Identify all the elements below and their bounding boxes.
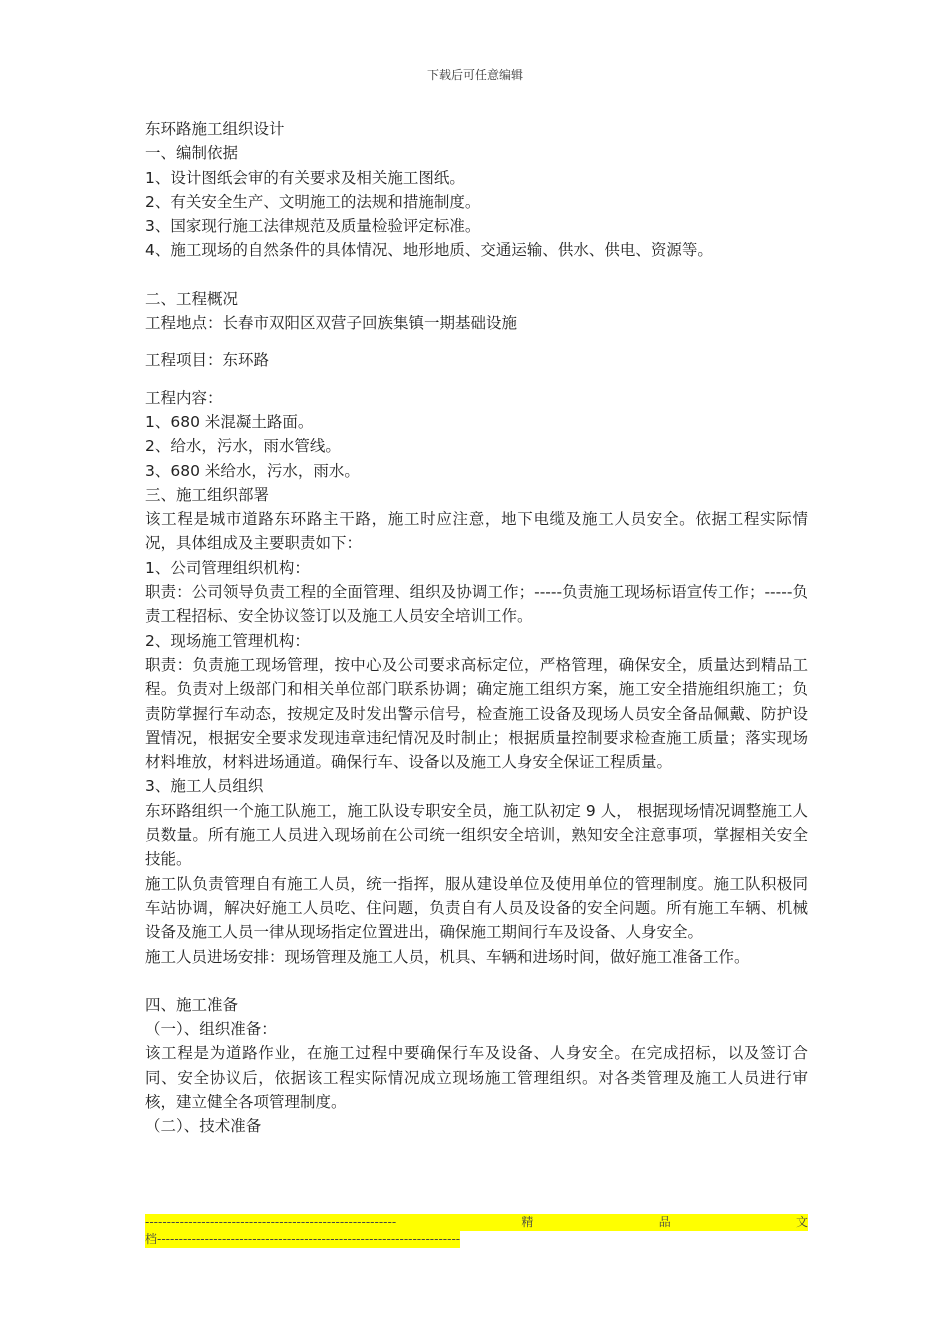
page-header: 下载后可任意编辑 <box>426 68 523 82</box>
list-item: 3、680 米给水，污水，雨水。 <box>145 461 360 480</box>
spacer <box>145 969 808 993</box>
project-name: 工程项目：东环路 <box>145 351 270 370</box>
subsection-title: （二）、技术准备 <box>145 1117 262 1136</box>
section-heading: 一、编制依据 <box>145 144 239 163</box>
section-heading: 四、施工准备 <box>145 995 239 1014</box>
subsection-title: 2、现场施工管理机构： <box>145 631 310 650</box>
subsection-title: （一）、组织准备： <box>145 1020 277 1039</box>
footer-row <box>145 1214 808 1231</box>
paragraph: 东环路组织一个施工队施工，施工队设专职安全员，施工队初定 9 人， 根据现场情况调整施工人员数量。所有施工人员进入现场前在公司统一组织安全培训，熟知安全注意事项，掌握相关安全技能。 <box>145 801 808 869</box>
spacer <box>145 263 808 287</box>
page-footer-banner <box>145 1214 808 1248</box>
paragraph: 职责：负责施工现场管理，按中心及公司要求高标定位，严格管理，确保安全，质量达到精品工程。负责对上级部门和相关单位部门联系协调；确定施工组织方案，施工安全措施组织施工；负责防掌握行车动态，按规定及时发出警示信号，检查施工设备及现场人员安全备品佩戴、防护设置情况，根据安全要求发现违章违纪情况及时制止；根据质量控制要求检查施工质量；落实现场材料堆放，材料进场通道。确保行车、设备以及施工人身安全保证工程质量。 <box>145 655 808 772</box>
project-location: 工程地点：长春市双阳区双营子回族集镇一期基础设施 <box>145 314 518 333</box>
paragraph: 职责：公司领导负责工程的全面管理、组织及协调工作；-----负责施工现场标语宣传工作；-----负责工程招标、安全协议签订以及施工人员安全培训工作。 <box>145 583 808 626</box>
footer-char: 文 <box>795 1215 808 1229</box>
section-heading: 三、施工组织部署 <box>145 485 270 504</box>
list-item: 2、给水，污水，雨水管线。 <box>145 437 341 456</box>
footer-char: 品 <box>658 1215 671 1229</box>
subsection-title: 1、公司管理组织机构： <box>145 558 310 577</box>
footer-row-2: 档---------------------------------------------------------------------- <box>145 1232 461 1246</box>
subsection-title: 3、施工人员组织 <box>145 777 264 796</box>
document-title: 东环路施工组织设计 <box>145 120 285 138</box>
footer-dashes: ---------------------------------------------------------- <box>145 1215 397 1229</box>
paragraph: 施工队负责管理自有施工人员，统一指挥，服从建设单位及使用单位的管理制度。施工队积极同车站协调，解决好施工人员吃、住问题，负责自有人员及设备的安全问题。所有施工车辆、机械设备及施工人员一律从现场指定位置进出，确保施工期间行车及设备、人身安全。 <box>145 874 808 942</box>
paragraph: 该工程是城市道路东环路主干路，施工时应注意，地下电缆及施工人员安全。依据工程实际情况，具体组成及主要职责如下： <box>145 510 808 553</box>
list-item: 4、施工现场的自然条件的具体情况、地形地质、交通运输、供水、供电、资源等。 <box>145 241 713 260</box>
list-item: 1、680 米混凝土路面。 <box>145 412 314 431</box>
list-item: 1、设计图纸会审的有关要求及相关施工图纸。 <box>145 168 465 187</box>
project-content-label: 工程内容： <box>145 388 223 407</box>
list-item: 2、有关安全生产、文明施工的法规和措施制度。 <box>145 192 481 211</box>
document-body <box>145 117 808 1139</box>
paragraph: 该工程是为道路作业，在施工过程中要确保行车及设备、人身安全。在完成招标，以及签订合同、安全协议后，依据该工程实际情况成立现场施工管理组织。对各类管理及施工人员进行审核，建立健全各项管理制度。 <box>145 1044 808 1111</box>
section-heading: 二、工程概况 <box>145 289 239 308</box>
footer-char: 精 <box>521 1215 534 1229</box>
spacer <box>145 335 808 348</box>
list-item: 3、国家现行施工法律规范及质量检验评定标准。 <box>145 217 481 236</box>
paragraph: 施工人员进场安排：现场管理及施工人员，机具、车辆和进场时间，做好施工准备工作。 <box>145 947 750 966</box>
spacer <box>145 373 808 386</box>
